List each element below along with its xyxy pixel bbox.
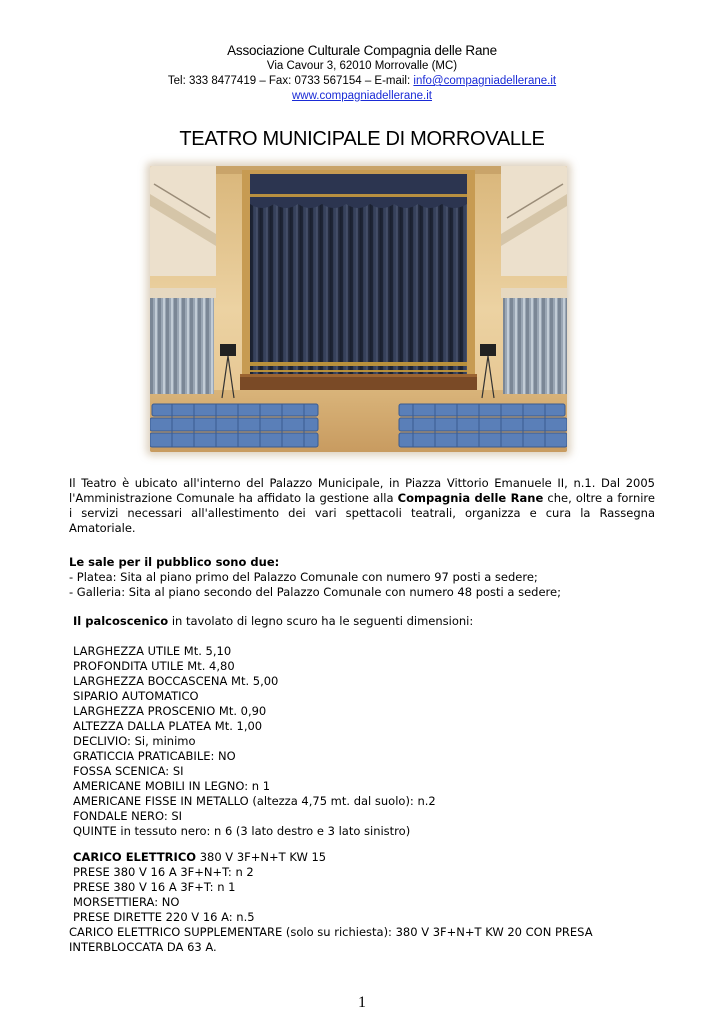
- contacts-text: Tel: 333 8477419 – Fax: 0733 567154 – E-mail:: [167, 75, 414, 87]
- theatre-photo: [150, 166, 567, 452]
- palco-item: SIPARIO AUTOMATICO: [73, 689, 199, 703]
- palco-item: PROFONDITA UTILE Mt. 4,80: [73, 659, 235, 673]
- palco-heading-rest: in tavolato di legno scuro ha le seguenti dimensioni:: [168, 614, 474, 628]
- address-line: Via Cavour 3, 62010 Morrovalle (MC): [266, 60, 458, 72]
- palco-item: GRATICCIA PRATICABILE: NO: [73, 749, 236, 763]
- carico-item: PRESE 380 V 16 A 3F+N+T: n 2: [73, 865, 254, 879]
- palco-item: AMERICANE MOBILI IN LEGNO: n 1: [73, 779, 271, 793]
- intro-text-1: Il Teatro è ubicato all'interno del Palazzo Municipale, in Piazza Vittorio Emanuele II, n.1. Dal 2005 l'Amministrazione Comunale ha affidato la gestione alla: [69, 476, 655, 505]
- page-number: 1: [358, 994, 366, 1011]
- palco-item: DECLIVIO: Si, minimo: [73, 734, 196, 748]
- palco-heading: [69, 614, 655, 629]
- palco-item: FOSSA SCENICA: SI: [73, 764, 184, 778]
- carico-heading: [69, 850, 655, 865]
- palco-item: FONDALE NERO: SI: [73, 809, 183, 823]
- theatre-illustration: [150, 166, 567, 452]
- sale-heading: [69, 555, 655, 570]
- spacer: [69, 629, 655, 644]
- palco-heading-bold: Il palcoscenico: [73, 614, 169, 628]
- organization-name: Associazione Culturale Compagnia delle Rane: [227, 43, 497, 58]
- document-body: [69, 476, 655, 954]
- sale-heading-text: Le sale per il pubblico sono due:: [69, 555, 280, 569]
- carico-item: PRESE 380 V 16 A 3F+T: n 1: [73, 880, 236, 894]
- palco-item: LARGHEZZA UTILE Mt. 5,10: [73, 644, 232, 658]
- carico-heading-rest: 380 V 3F+N+T KW 15: [196, 850, 327, 864]
- intro-company-name: Compagnia delle Rane: [397, 491, 544, 505]
- page-title: TEATRO MUNICIPALE DI MORROVALLE: [179, 128, 545, 150]
- carico-supplementare: CARICO ELETTRICO SUPPLEMENTARE (solo su richiesta): 380 V 3F+N+T KW 20 CON PRESA INTERBLOCCATA DA 63 A.: [69, 925, 593, 954]
- website-link[interactable]: www.compagniadellerane.it: [292, 90, 432, 102]
- palco-item: LARGHEZZA BOCCASCENA Mt. 5,00: [73, 674, 279, 688]
- sale-item: - Platea: Sita al piano primo del Palazzo Comunale con numero 97 posti a sedere;: [69, 570, 538, 584]
- palco-item: AMERICANE FISSE IN METALLO (altezza 4,75 mt. dal suolo): n.2: [73, 794, 436, 808]
- carico-item: PRESE DIRETTE 220 V 16 A: n.5: [73, 910, 255, 924]
- carico-item: MORSETTIERA: NO: [73, 895, 180, 909]
- intro-paragraph: [69, 476, 655, 536]
- palco-item: ALTEZZA DALLA PLATEA Mt. 1,00: [73, 719, 263, 733]
- email-link[interactable]: info@compagniadellerane.it: [413, 75, 557, 87]
- sale-item: - Galleria: Sita al piano secondo del Palazzo Comunale con numero 48 posti a sedere;: [69, 585, 561, 599]
- carico-heading-bold: CARICO ELETTRICO: [73, 850, 197, 864]
- carico-section: [69, 850, 655, 955]
- palco-item: LARGHEZZA PROSCENIO Mt. 0,90: [73, 704, 267, 718]
- contacts-line: [0, 74, 724, 89]
- letterhead: [0, 42, 724, 104]
- sale-section: [69, 555, 655, 600]
- intro-text-2: che, oltre a fornire i servizi necessari all'allestimento dei vari spettacoli teatrali, organizza e cura la Rassegna Amatoriale.: [69, 491, 655, 535]
- website-line: [0, 89, 724, 104]
- palco-item: QUINTE in tessuto nero: n 6 (3 lato destro e 3 lato sinistro): [73, 824, 411, 838]
- palco-section: [69, 614, 655, 839]
